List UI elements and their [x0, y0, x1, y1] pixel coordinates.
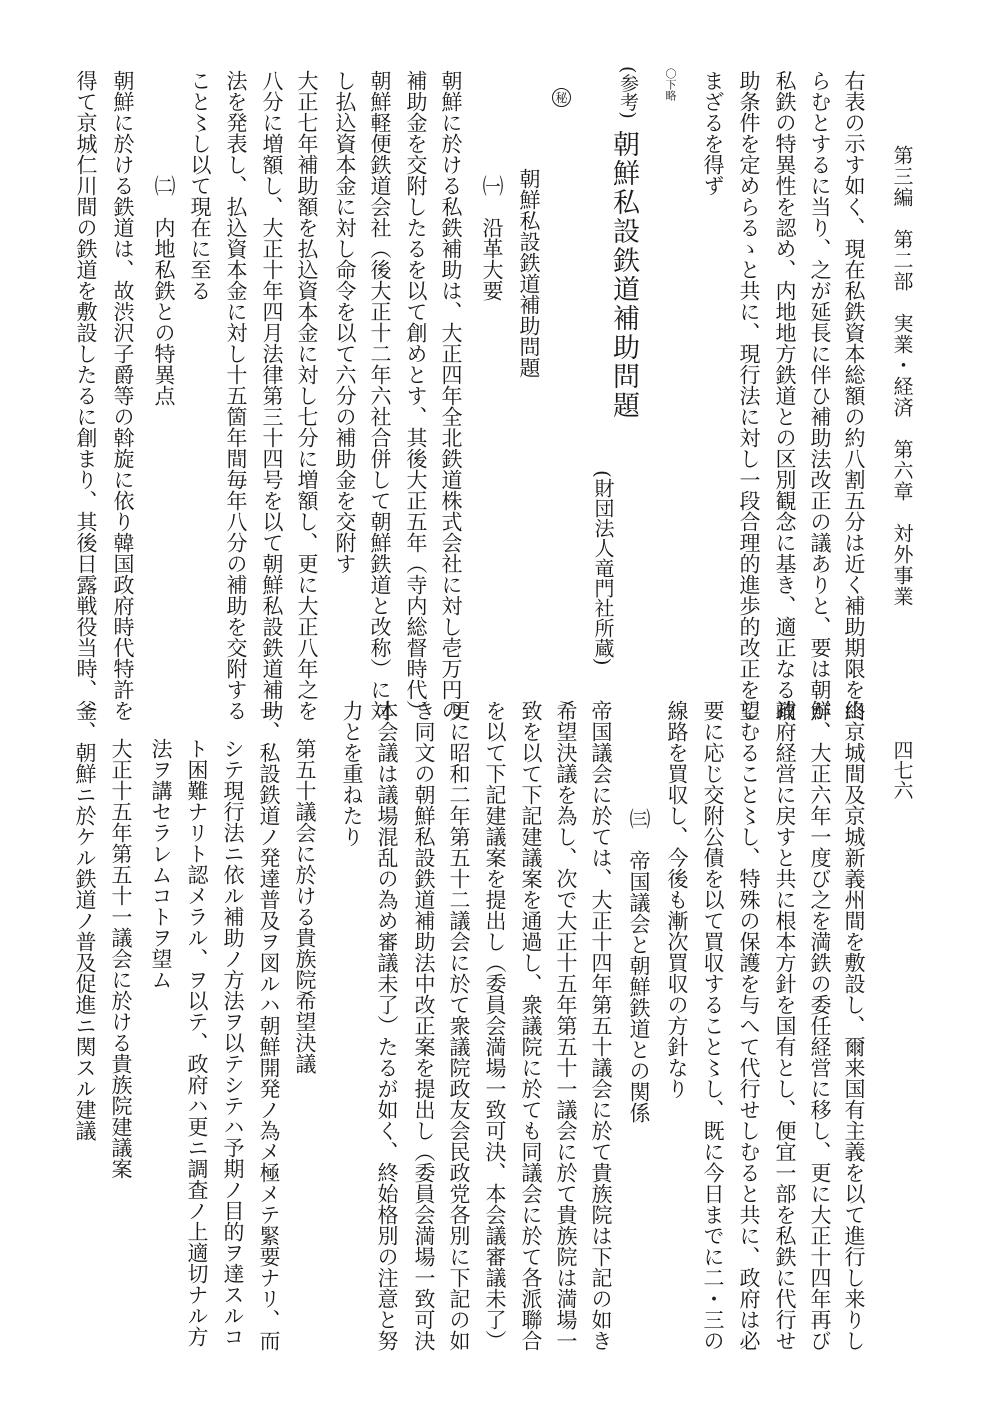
sub-title: 朝鮮私設鉄道補助問題 [517, 168, 541, 378]
section3-line-8: 力とを重ねたり [340, 700, 364, 847]
intro-line-4: 助条件を定めらるゝと共に、現行法に対し一段合理的進歩的改正を望 [737, 70, 761, 721]
section1-line-4: し払込資本金に対し命令を以て六分の補助金を交附す [333, 70, 357, 574]
document-title: 朝鮮私設鉄道補助問題 [608, 130, 639, 420]
intro-line-5: まざるを得ず [701, 70, 725, 196]
cont-line-6: 線路を買収し、今後も漸次買収の方針なり [665, 700, 689, 1099]
section3-line-4: を以て下記建議案を提出し（委員会満場一致可決、本会議審議未了） [483, 700, 507, 1351]
section1-line-7: 法を発表し、払込資本金に対し十五箇年間毎年八分の補助を交附する [224, 70, 248, 721]
reference-tag: (参考) [617, 66, 639, 119]
cont-line-2: が、大正六年一度び之を満鉄の委任経営に移し、更に大正十四年再び [808, 700, 832, 1351]
omission-note: 〇下略 [664, 68, 677, 101]
section3-heading: ㈢ 帝国議会と朝鮮鉄道との関係 [627, 808, 651, 1123]
cont-line-1: 山京城間及京城新義州間を敷設し、爾来国有主義を以て進行し来りし [842, 700, 866, 1351]
section3-line-7: 本会議は議場混乱の為め審議未了）たるが如く、終始格別の注意と努 [375, 700, 399, 1351]
page-number: 四七六 [890, 740, 914, 800]
secret-mark: 秘 [552, 88, 571, 107]
intro-line-1: 右表の示す如く、現在私鉄資本総額の約八割五分は近く補助期限を終 [842, 70, 866, 721]
resolution1-line-1: 一、私設鉄道ノ発達普及ヲ図ルハ朝鮮開発ノ為メ極メテ緊要ナリ、而 [257, 700, 281, 1351]
resolution1-line-3: ト困難ナリト認メラル、ヲ以テ、政府ハ更ニ調査ノ上適切ナル方 [185, 738, 209, 1347]
section1-line-5: 大正七年補助額を払込資本金に対し七分に増額し、更に大正八年之を [295, 70, 319, 721]
resolution1-line-2: シテ現行法ニ依ル補助ノ方法ヲ以テシテハ予期ノ目的ヲ達スルコ [221, 738, 245, 1347]
resolution1-line-4: 法ヲ講セラレムコトヲ望ム [149, 738, 173, 990]
running-header: 第三編 第二部 実業・経済 第六章 対外事業 [890, 145, 914, 607]
section3-line-2: 希望決議を為し、次で大正十五年第五十一議会に於て貴族院は満場一 [554, 700, 578, 1351]
resolution2-line-1: 一、朝鮮ニ於ケル鉄道ノ普及促進ニ関スル建議 [73, 700, 97, 1141]
cont-line-4: しむること〻し、特殊の保護を与へて代行せしむると共に、政府は必 [737, 700, 761, 1351]
section2-line-1: 朝鮮に於ける鉄道は、故渋沢子爵等の斡旋に依り韓国政府時代特許を [111, 70, 135, 721]
section2-heading: ㈡ 内地私鉄との特異点 [152, 175, 176, 406]
section3-line-6: き同文の朝鮮私設鉄道補助法中改正案を提出し（委員会満場一致可決 [412, 700, 436, 1351]
intro-line-2: らむとするに当り、之が延長に伴ひ補助法改正の議ありと、要は朝鮮 [808, 70, 832, 721]
source-note: (財団法人竜門社所蔵) [591, 470, 615, 666]
section1-line-3: 朝鮮軽便鉄道会社（後大正十二年六社合併して朝鮮鉄道と改称）に対 [368, 70, 392, 721]
section1-heading: ㈠ 沿革大要 [480, 175, 504, 301]
resolution1-title: 第五十議会に於ける貴族院希望決議 [293, 738, 317, 1074]
section3-line-3: 致を以て下記建議案を通過し、衆議院に於ても同議会に於て各派聯合 [519, 700, 543, 1351]
resolution2-title: 大正十五年第五十一議会に於ける貴族院建議案 [109, 738, 133, 1179]
section1-line-2: 補助金を交附したるを以て創めとす、其後大正五年（寺内総督時代） [404, 70, 428, 721]
section2-line-2: 得て京城仁川間の鉄道を敷設したるに創まり、其後日露戦役当時、釜 [74, 70, 98, 721]
section1-line-1: 朝鮮に於ける私鉄補助は、大正四年全北鉄道株式会社に対し壱万円の [439, 70, 463, 721]
section3-line-5: 更に昭和二年第五十二議会に於て衆議院政友会民政党各別に下記の如 [447, 700, 471, 1351]
section3-line-1: 帝国議会に於ては、大正十四年第五十議会に於て貴族院は下記の如き [589, 700, 613, 1351]
cont-line-5: 要に応じ交附公債を以て買収すること〻し、既に今日までに二・三の [701, 700, 725, 1351]
section1-line-6: 八分に増額し、大正十年四月法律第三十四号を以て朝鮮私設鉄道補助 [260, 70, 284, 721]
intro-line-3: 私鉄の特異性を認め、内地地方鉄道との区別観念に基き、適正なる補 [773, 70, 797, 721]
cont-line-3: 政府経営に戻すと共に根本方針を国有とし、便宜一部を私鉄に代行せ [773, 700, 797, 1351]
section1-line-8: こと〻し以て現在に至る [188, 70, 212, 301]
